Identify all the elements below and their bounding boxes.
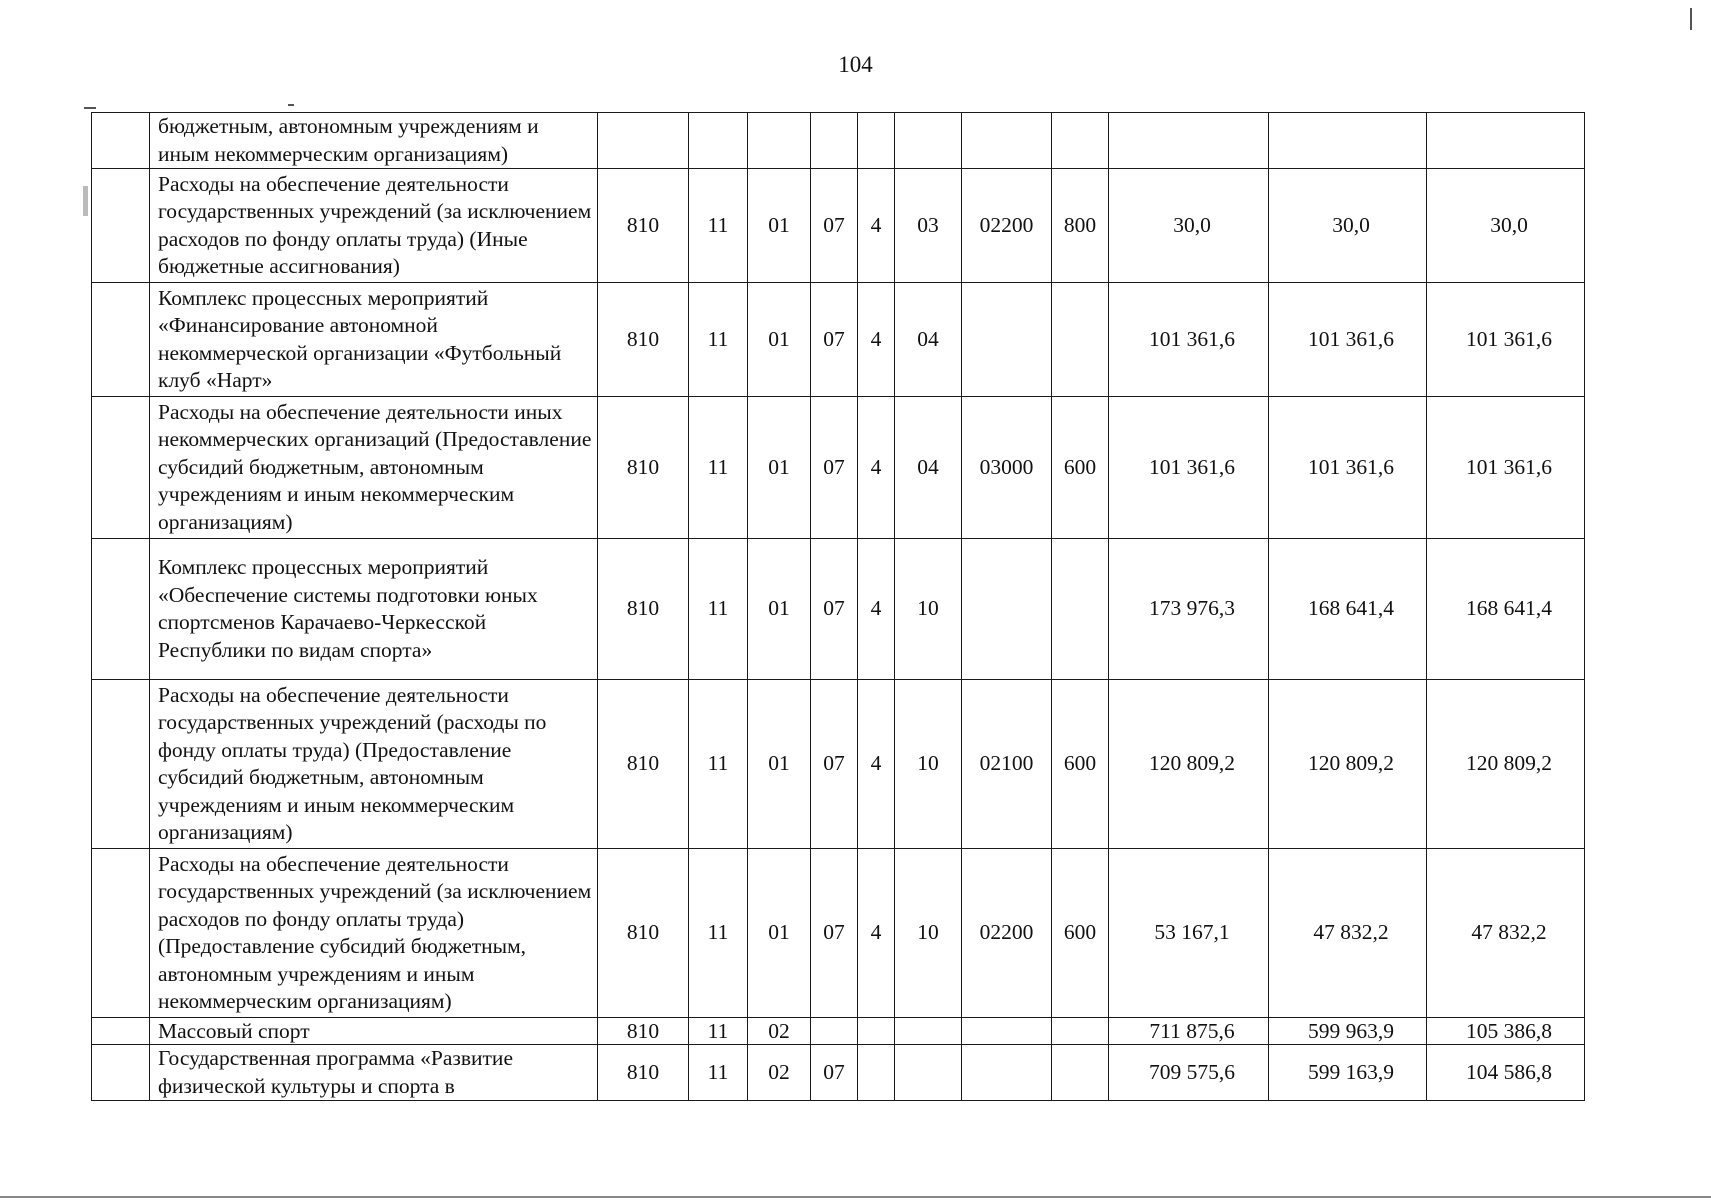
cell-c8: 600 <box>1052 849 1109 1018</box>
scan-artifact <box>288 104 294 106</box>
cell-amount-2: 101 361,6 <box>1269 397 1427 539</box>
cell-c6: 10 <box>895 680 962 849</box>
cell-c4: 07 <box>811 1045 858 1101</box>
cell-amount-2: 168 641,4 <box>1269 539 1427 680</box>
cell-c7 <box>962 1045 1052 1101</box>
cell-c5 <box>858 1045 895 1101</box>
cell-amount-3: 105 386,8 <box>1427 1018 1585 1045</box>
cell-c8 <box>1052 1045 1109 1101</box>
cell-c1: 810 <box>598 849 689 1018</box>
cell-c5 <box>858 1018 895 1045</box>
table-row <box>92 283 1585 397</box>
table-row <box>92 680 1585 849</box>
cell-c4 <box>811 113 858 169</box>
cell-c1: 810 <box>598 169 689 283</box>
row-name: Расходы на обеспечение деятельности иных некоммерческих организаций (Предоставление субсидий бюджетным, автономным учреждениям и иным некоммерческим организациям) <box>150 397 598 539</box>
cell-c5: 4 <box>858 169 895 283</box>
cell-c6: 10 <box>895 539 962 680</box>
cell-c8: 600 <box>1052 680 1109 849</box>
cell-c7: 03000 <box>962 397 1052 539</box>
cell-c3: 01 <box>748 680 811 849</box>
cell-c2: 11 <box>689 1018 748 1045</box>
cell-amount-1: 711 875,6 <box>1109 1018 1269 1045</box>
row-name: Расходы на обеспечение деятельности государственных учреждений (за исключением расходов по фонду оплаты труда) (Иные бюджетные ассигнования) <box>150 169 598 283</box>
scan-artifact <box>84 107 96 109</box>
row-number-cell <box>92 1045 150 1101</box>
cell-c2: 11 <box>689 680 748 849</box>
cell-amount-2: 30,0 <box>1269 169 1427 283</box>
cell-amount-3: 120 809,2 <box>1427 680 1585 849</box>
cell-c6 <box>895 1018 962 1045</box>
cell-c5 <box>858 113 895 169</box>
cell-c3: 01 <box>748 397 811 539</box>
cell-c8: 600 <box>1052 397 1109 539</box>
cell-amount-3: 30,0 <box>1427 169 1585 283</box>
cell-amount-3 <box>1427 113 1585 169</box>
budget-table <box>91 112 1585 1101</box>
cell-c4: 07 <box>811 849 858 1018</box>
cell-c1: 810 <box>598 1018 689 1045</box>
row-number-cell <box>92 680 150 849</box>
cell-c1: 810 <box>598 397 689 539</box>
cell-c6: 04 <box>895 397 962 539</box>
cell-c4: 07 <box>811 283 858 397</box>
cell-amount-2: 599 163,9 <box>1269 1045 1427 1101</box>
cell-amount-1: 53 167,1 <box>1109 849 1269 1018</box>
cell-c7 <box>962 113 1052 169</box>
row-number-cell <box>92 1018 150 1045</box>
table-row <box>92 1018 1585 1045</box>
cell-c3: 01 <box>748 539 811 680</box>
table-row <box>92 169 1585 283</box>
cell-c3 <box>748 113 811 169</box>
cell-c6: 04 <box>895 283 962 397</box>
cell-amount-3: 101 361,6 <box>1427 283 1585 397</box>
cell-c7: 02200 <box>962 169 1052 283</box>
cell-c5: 4 <box>858 283 895 397</box>
cell-c3: 02 <box>748 1045 811 1101</box>
cell-c4: 07 <box>811 680 858 849</box>
row-name: Расходы на обеспечение деятельности государственных учреждений (расходы по фонду оплаты труда) (Предоставление субсидий бюджетным, автономным учреждениям и иным некоммерческим организациям) <box>150 680 598 849</box>
scan-artifact <box>83 186 88 216</box>
row-number-cell <box>92 539 150 680</box>
cell-c5: 4 <box>858 680 895 849</box>
cell-c2: 11 <box>689 283 748 397</box>
cell-c4: 07 <box>811 539 858 680</box>
cell-c8: 800 <box>1052 169 1109 283</box>
cell-amount-2: 101 361,6 <box>1269 283 1427 397</box>
cell-c6: 10 <box>895 849 962 1018</box>
cell-c3: 01 <box>748 283 811 397</box>
cell-amount-1: 120 809,2 <box>1109 680 1269 849</box>
cell-amount-3: 101 361,6 <box>1427 397 1585 539</box>
cell-c1: 810 <box>598 680 689 849</box>
scan-artifact <box>0 1196 1711 1198</box>
cell-amount-3: 47 832,2 <box>1427 849 1585 1018</box>
cell-amount-1: 173 976,3 <box>1109 539 1269 680</box>
cell-c3: 01 <box>748 849 811 1018</box>
row-name: Комплекс процессных мероприятий «Обеспечение системы подготовки юных спортсменов Карачаево-Черкесской Республики по видам спорта» <box>150 539 598 680</box>
cell-c7 <box>962 1018 1052 1045</box>
row-name: Расходы на обеспечение деятельности государственных учреждений (за исключением расходов по фонду оплаты труда) (Предоставление субсидий бюджетным, автономным учреждениям и иным некоммерческим организациям) <box>150 849 598 1018</box>
row-number-cell <box>92 397 150 539</box>
table-row <box>92 397 1585 539</box>
cell-c4 <box>811 1018 858 1045</box>
cell-amount-1 <box>1109 113 1269 169</box>
cell-c2: 11 <box>689 397 748 539</box>
cell-amount-3: 168 641,4 <box>1427 539 1585 680</box>
page-number: 104 <box>838 52 873 77</box>
cell-amount-3: 104 586,8 <box>1427 1045 1585 1101</box>
row-number-cell <box>92 283 150 397</box>
cell-c7 <box>962 539 1052 680</box>
row-name: бюджетным, автономным учреждениям и иным некоммерческим организациям) <box>150 113 598 169</box>
cell-c2 <box>689 113 748 169</box>
row-name: Государственная программа «Развитие физической культуры и спорта в <box>150 1045 598 1101</box>
cell-amount-2 <box>1269 113 1427 169</box>
cell-c6 <box>895 113 962 169</box>
cell-amount-2: 599 963,9 <box>1269 1018 1427 1045</box>
cell-c6: 03 <box>895 169 962 283</box>
cell-c7: 02200 <box>962 849 1052 1018</box>
row-number-cell <box>92 169 150 283</box>
cell-c1: 810 <box>598 539 689 680</box>
table-row <box>92 1045 1585 1101</box>
cell-amount-1: 101 361,6 <box>1109 283 1269 397</box>
cell-c5: 4 <box>858 397 895 539</box>
cell-c8 <box>1052 1018 1109 1045</box>
cell-c2: 11 <box>689 849 748 1018</box>
cell-amount-1: 30,0 <box>1109 169 1269 283</box>
cell-c5: 4 <box>858 849 895 1018</box>
cell-c1: 810 <box>598 283 689 397</box>
cell-amount-1: 101 361,6 <box>1109 397 1269 539</box>
cell-amount-2: 47 832,2 <box>1269 849 1427 1018</box>
cell-c2: 11 <box>689 539 748 680</box>
cell-c6 <box>895 1045 962 1101</box>
cell-c2: 11 <box>689 1045 748 1101</box>
row-number-cell <box>92 113 150 169</box>
cell-c7 <box>962 283 1052 397</box>
cell-c4: 07 <box>811 397 858 539</box>
cell-c8 <box>1052 113 1109 169</box>
cell-amount-1: 709 575,6 <box>1109 1045 1269 1101</box>
scan-artifact <box>1690 8 1692 30</box>
row-name: Комплекс процессных мероприятий «Финансирование автономной некоммерческой организации «Футбольный клуб «Нарт» <box>150 283 598 397</box>
cell-c3: 02 <box>748 1018 811 1045</box>
cell-c1 <box>598 113 689 169</box>
table-row <box>92 849 1585 1018</box>
cell-c7: 02100 <box>962 680 1052 849</box>
row-number-cell <box>92 849 150 1018</box>
table-row <box>92 539 1585 680</box>
table-row <box>92 113 1585 169</box>
row-name: Массовый спорт <box>150 1018 598 1045</box>
cell-amount-2: 120 809,2 <box>1269 680 1427 849</box>
cell-c5: 4 <box>858 539 895 680</box>
cell-c2: 11 <box>689 169 748 283</box>
cell-c3: 01 <box>748 169 811 283</box>
cell-c4: 07 <box>811 169 858 283</box>
cell-c1: 810 <box>598 1045 689 1101</box>
cell-c8 <box>1052 283 1109 397</box>
cell-c8 <box>1052 539 1109 680</box>
